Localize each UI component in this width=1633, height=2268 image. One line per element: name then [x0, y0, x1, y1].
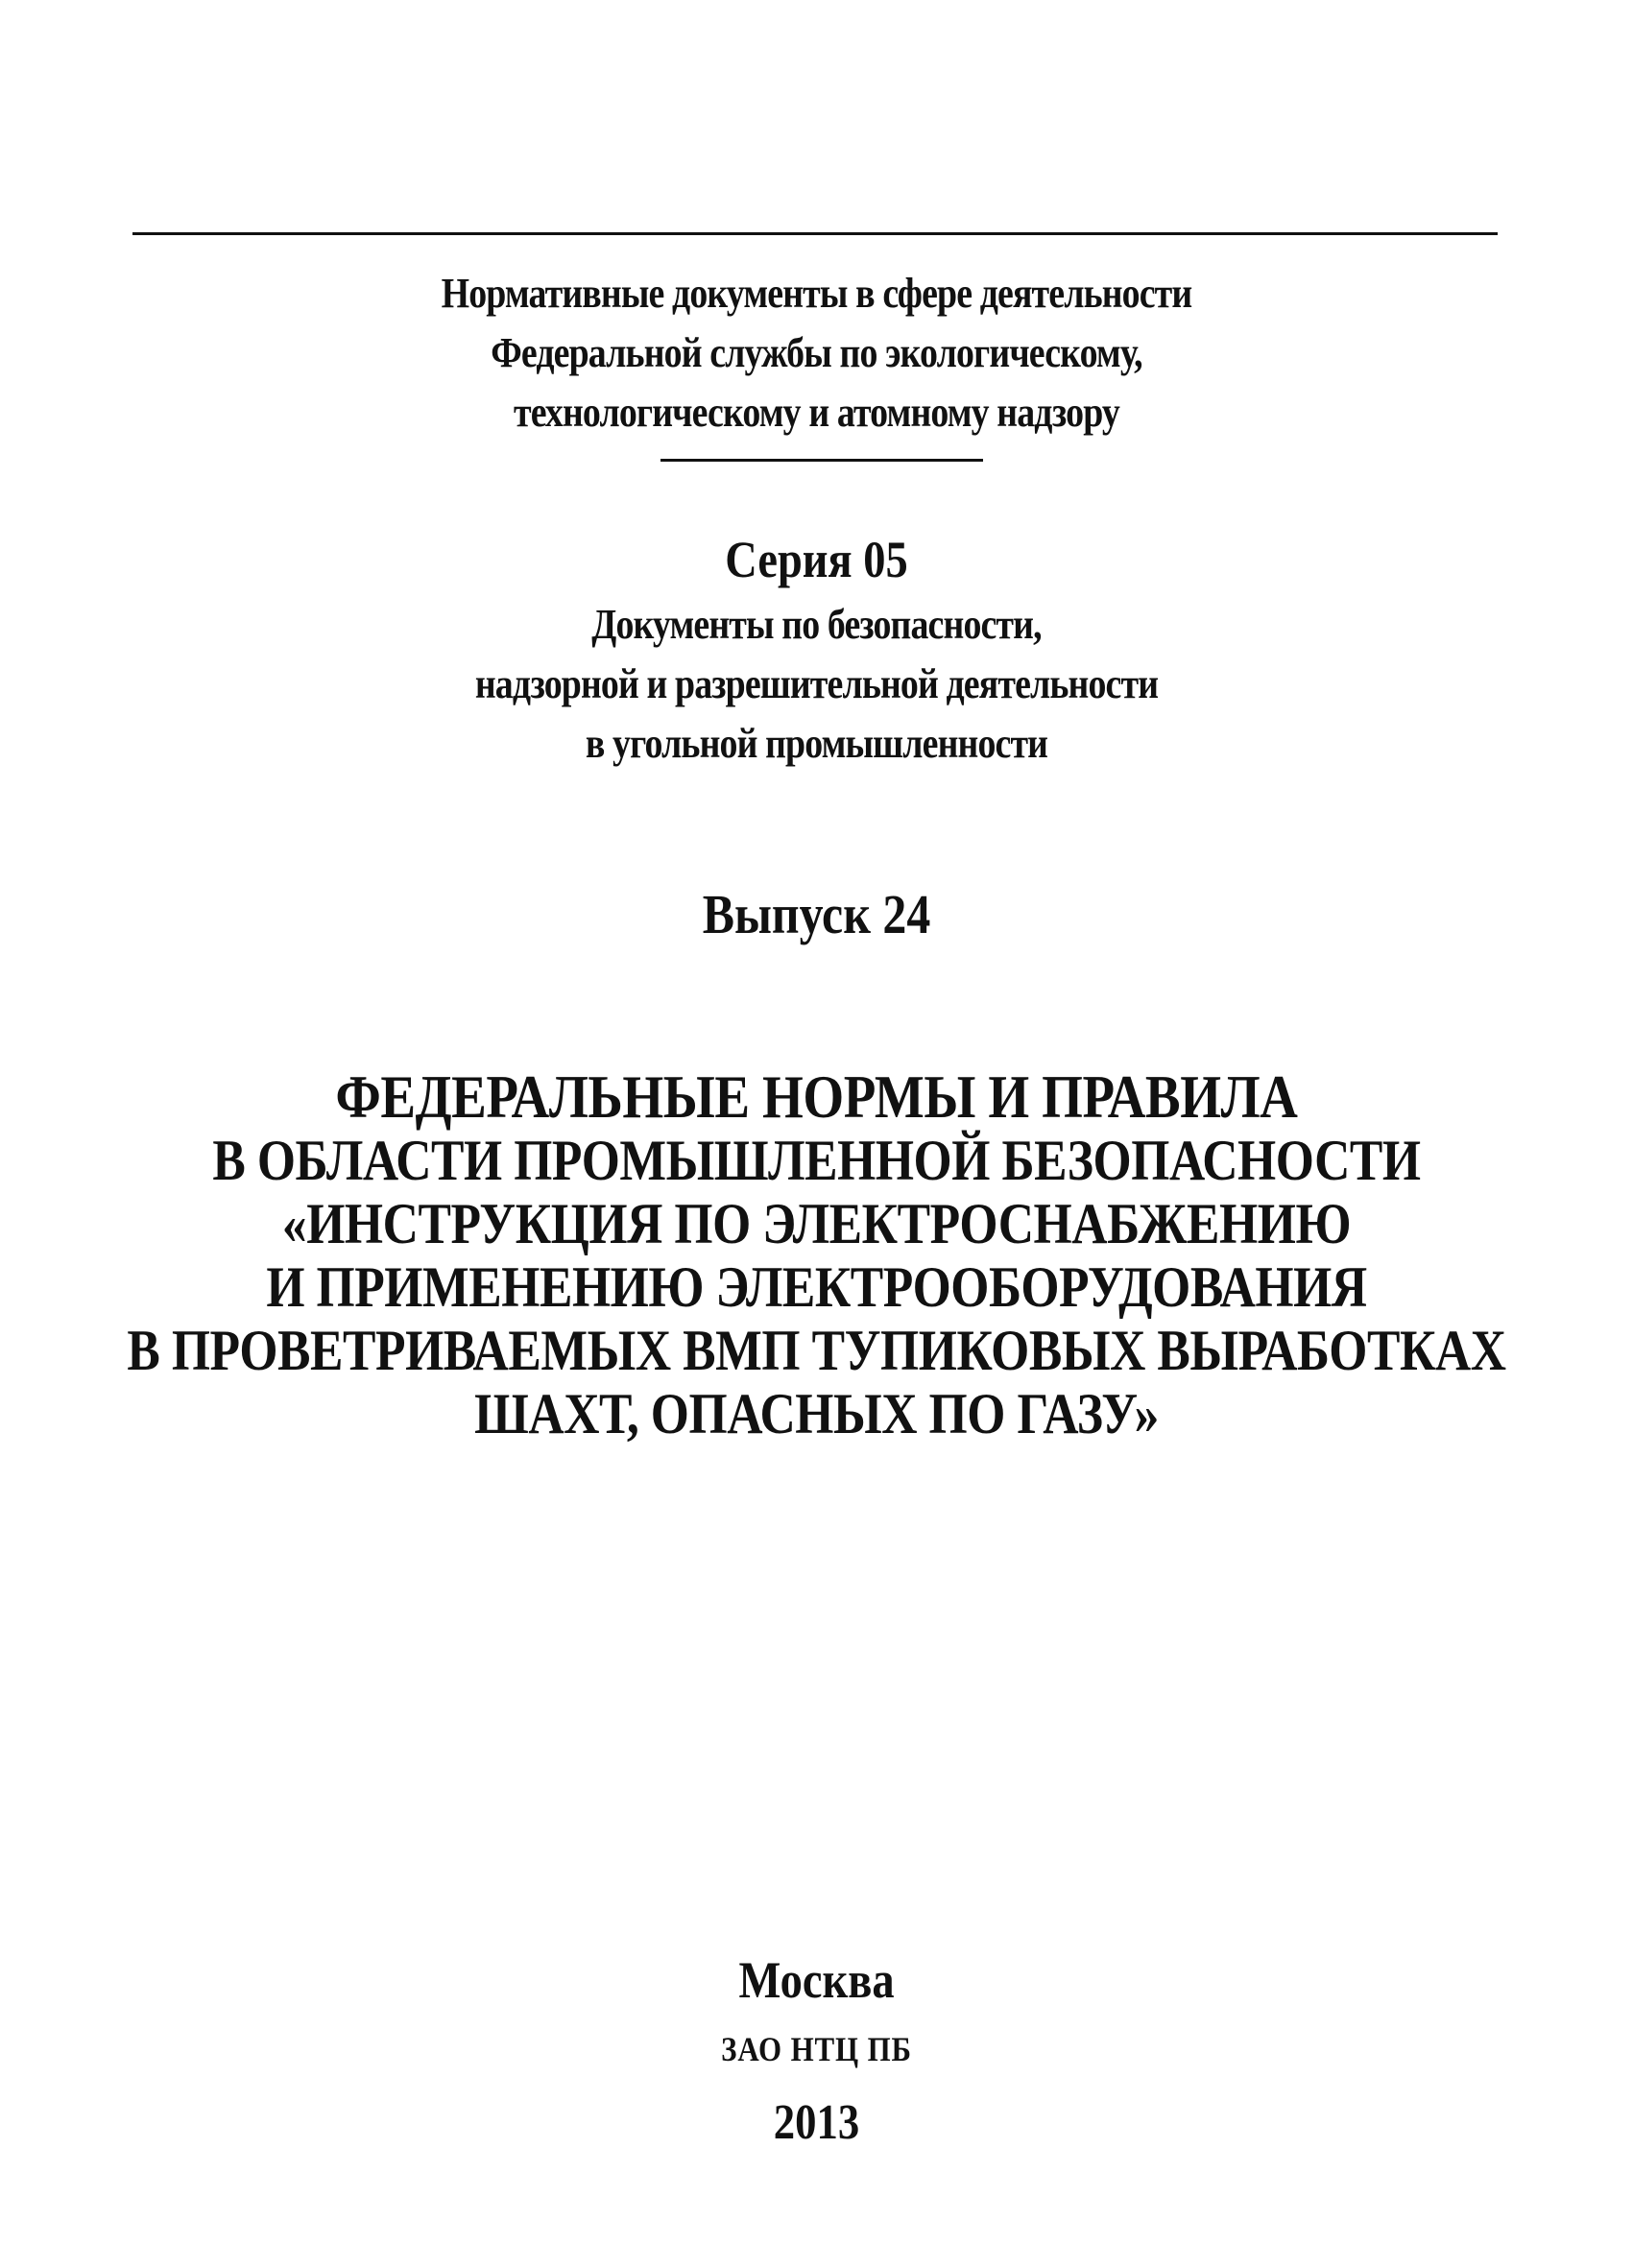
header-line: Нормативные документы в сфере деятельности	[441, 270, 1192, 317]
document-title	[0, 1062, 1633, 1445]
series-description-line: надзорной и разрешительной деятельности	[474, 660, 1159, 707]
document-title-line: ФЕДЕРАЛЬНЫЕ НОРМЫ И ПРАВИЛА	[335, 1062, 1298, 1131]
series-title	[0, 526, 1633, 593]
series-description	[0, 595, 1633, 774]
imprint-publisher-text: ЗАО НТЦ ПБ	[721, 2030, 912, 2068]
document-title-line: «ИНСТРУКЦИЯ ПО ЭЛЕКТРОСНАБЖЕНИЮ	[281, 1192, 1352, 1255]
top-rule	[132, 232, 1498, 235]
header-divider	[660, 459, 983, 462]
header-line: технологическому и атомному надзору	[514, 389, 1119, 436]
document-title-line: В ПРОВЕТРИВАЕМЫХ ВМП ТУПИКОВЫХ ВЫРАБОТКАХ	[127, 1319, 1506, 1382]
issue-text: Выпуск 24	[702, 883, 931, 945]
document-title-line: В ОБЛАСТИ ПРОМЫШЛЕННОЙ БЕЗОПАСНОСТИ	[212, 1129, 1421, 1192]
document-title-line: ШАХТ, ОПАСНЫХ ПО ГАЗУ»	[474, 1382, 1159, 1445]
imprint-year	[0, 2092, 1633, 2154]
series-title-text: Серия 05	[725, 531, 908, 588]
issue-number	[0, 881, 1633, 948]
document-title-line: И ПРИМЕНЕНИЮ ЭЛЕКТРООБОРУДОВАНИЯ	[266, 1255, 1367, 1319]
header-line: Федеральной службы по экологическому,	[491, 329, 1142, 376]
series-description-line: в угольной промышленности	[585, 720, 1048, 767]
publisher-series-header	[0, 264, 1633, 442]
imprint-city	[0, 1948, 1633, 2012]
imprint-year-text: 2013	[773, 2095, 860, 2150]
series-description-line: Документы по безопасности,	[591, 601, 1042, 648]
imprint-city-text: Москва	[738, 1951, 895, 2009]
imprint-publisher	[0, 2025, 1633, 2073]
